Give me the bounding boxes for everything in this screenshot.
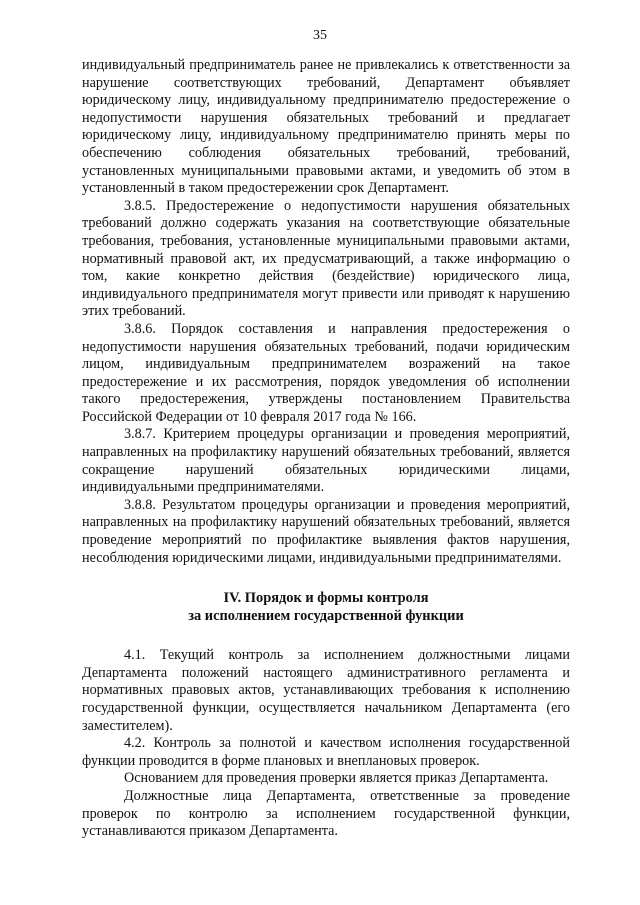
paragraph-4-1: 4.1. Текущий контроль за исполнением должностными лицами Департамента положений настоящего административного регламента и нормативных правовых актов, устанавливающих требования к исполнению государственной функции, осуществляется начальником Департамента (его заместителем). bbox=[82, 647, 570, 734]
section-heading-line-2: за исполнением государственной функции bbox=[188, 608, 464, 625]
document-body bbox=[82, 57, 570, 841]
page-number: 35 bbox=[313, 28, 327, 43]
paragraph-inspection-basis: Основанием для проведения проверки является приказ Департамента. bbox=[124, 770, 549, 787]
paragraph-3-8-5: 3.8.5. Предостережение о недопустимости нарушения обязательных требований должно содержать указания на соответствующие обязательные требования, требования, установленные муниципальными правовыми актами, нормативный правовой акт, их предусматривающий, а также информацию о том, какие конкретно действия (бездействие) юридического лица, индивидуального предпринимателя могут привести или приводят к нарушению этих требований. bbox=[82, 197, 570, 320]
paragraph-3-8-6: 3.8.6. Порядок составления и направления предостережения о недопустимости нарушения обязательных требований, подачи юридическим лицом, индивидуальным предпринимателем возражений на такое предостережение и их рассмотрения, порядок уведомления об исполнении такого предостережения, утверждены постановлением Правительства Российской Федерации от 10 февраля 2017 года № 166. bbox=[82, 320, 570, 425]
paragraph-4-2: 4.2. Контроль за полнотой и качеством исполнения государственной функции проводится в форме плановых и внеплановых проверок. bbox=[82, 735, 570, 769]
section-heading-line-1: IV. Порядок и формы контроля bbox=[223, 590, 429, 607]
paragraph-continuation: индивидуальный предприниматель ранее не привлекались к ответственности за нарушение соответствующих требований, Департамент объявляет юридическому лицу, индивидуальному предпринимателю предостережение о недопустимости нарушения обязательных требований и предлагает юридическому лицу, индивидуальному предпринимателю принять меры по обеспечению соблюдения обязательных требований, требований, установленных муниципальными правовыми актами, и уведомить об этом в установленный в таком предостережении срок Департамент. bbox=[82, 57, 570, 197]
paragraph-3-8-8: 3.8.8. Результатом процедуры организации и проведения мероприятий, направленных на профилактику нарушений обязательных требований, является проведение мероприятий по профилактике выявления фактов нарушения, несоблюдения юридическими лицами, индивидуальными предпринимателями. bbox=[82, 496, 570, 566]
paragraph-responsible-officials: Должностные лица Департамента, ответственные за проведение проверок по контролю за исполнением государственной функции, устанавливаются приказом Департамента. bbox=[82, 787, 570, 840]
paragraph-3-8-7: 3.8.7. Критерием процедуры организации и проведения мероприятий, направленных на профилактику нарушений обязательных требований, является сокращение нарушений обязательных юридическими лицами, индивидуальными предпринимателями. bbox=[82, 426, 570, 496]
